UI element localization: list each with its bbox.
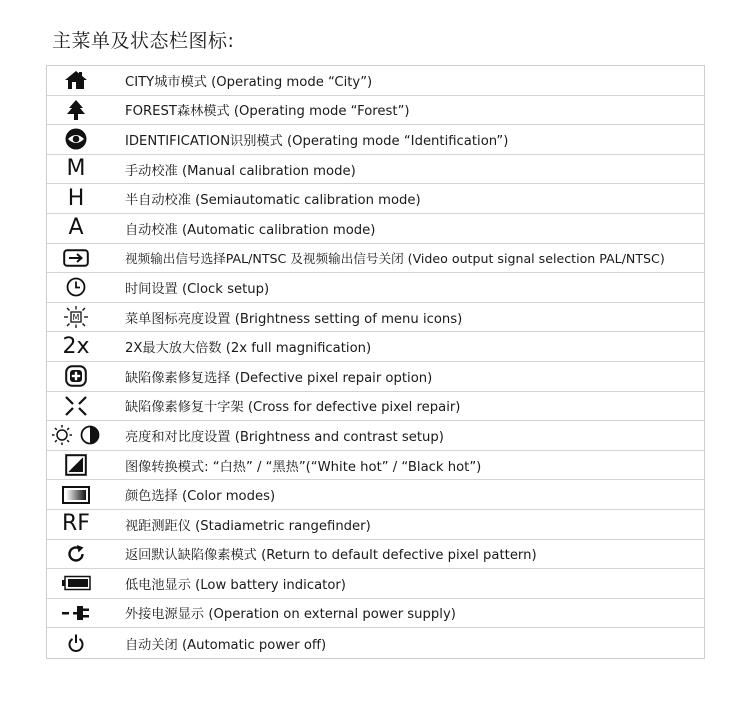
row-description: 外接电源显示 (Operation on external power supply) (125, 607, 456, 623)
row-description: 菜单图标亮度设置 (Brightness setting of menu icons) (125, 311, 463, 327)
table-row (47, 244, 704, 274)
page-title: 主菜单及状态栏图标: (52, 30, 235, 52)
row-description: 2X最大放大倍数 (2x full magnification) (125, 341, 372, 357)
eye-icon (47, 125, 105, 154)
table-row (47, 125, 704, 155)
zoom-2x-icon (47, 332, 105, 361)
row-description: 时间设置 (Clock setup) (125, 281, 270, 297)
brightness-contrast-icon (47, 421, 105, 450)
row-description: 颜色选择 (Color modes) (125, 489, 276, 505)
icon-glyph: RF (62, 511, 90, 537)
icon-glyph: 2x (62, 333, 90, 359)
clock-icon (47, 273, 105, 302)
row-description: 图像转换模式: “白热” / “黑热”(“White hot” / “Black hot”) (125, 459, 482, 475)
table-row (47, 303, 704, 333)
table-row (47, 451, 704, 481)
row-description: 视距测距仪 (Stadiametric rangefinder) (125, 518, 371, 534)
table-row (47, 96, 704, 126)
table-row (47, 155, 704, 185)
power-off-icon (47, 628, 105, 658)
icon-table (46, 65, 705, 659)
row-description: 自动校准 (Automatic calibration mode) (125, 222, 376, 238)
row-description: CITY城市模式 (Operating mode “City”) (125, 74, 373, 90)
color-modes-icon (47, 480, 105, 509)
row-description: 视频输出信号选择PAL/NTSC 及视频输出信号关闭 (Video output signal selection PAL/NTSC) (125, 251, 665, 267)
white-black-hot-icon (47, 451, 105, 480)
row-description: 缺陷像素修复选择 (Defective pixel repair option) (125, 370, 433, 386)
svg-text:M: M (72, 313, 80, 323)
row-description: 手动校准 (Manual calibration mode) (125, 163, 356, 179)
table-row (47, 510, 704, 540)
letter-a-icon (47, 214, 105, 243)
menu-brightness-icon (47, 303, 105, 332)
pixel-repair-plus-icon (47, 362, 105, 391)
row-description: 缺陷像素修复十字架 (Cross for defective pixel repair) (125, 400, 461, 416)
letter-m-icon (47, 155, 105, 184)
tree-icon (47, 96, 105, 125)
table-row (47, 392, 704, 422)
table-row (47, 480, 704, 510)
table-row (47, 214, 704, 244)
table-row (47, 569, 704, 599)
table-row (47, 332, 704, 362)
table-row (47, 540, 704, 570)
table-row (47, 421, 704, 451)
row-description: 自动关闭 (Automatic power off) (125, 637, 327, 653)
cross-icon (47, 392, 105, 421)
icon-glyph: H (67, 185, 85, 211)
row-description: 返回默认缺陷像素模式 (Return to default defective pixel pattern) (125, 548, 537, 564)
table-row (47, 184, 704, 214)
table-row (47, 66, 704, 96)
table-row (47, 362, 704, 392)
table-row (47, 628, 704, 658)
table-row (47, 599, 704, 629)
row-description: IDENTIFICATION识别模式 (Operating mode “Identification”) (125, 133, 509, 149)
icon-glyph: M (66, 156, 86, 182)
table-row (47, 273, 704, 303)
icon-glyph: A (68, 215, 84, 241)
letter-h-icon (47, 184, 105, 213)
video-output-icon (47, 244, 105, 273)
row-description: 半自动校准 (Semiautomatic calibration mode) (125, 193, 421, 209)
low-battery-icon (47, 569, 105, 598)
return-default-icon (47, 540, 105, 569)
external-power-icon (47, 599, 105, 628)
home-icon (47, 66, 105, 95)
row-description: FOREST森林模式 (Operating mode “Forest”) (125, 104, 410, 120)
row-description: 亮度和对比度设置 (Brightness and contrast setup) (125, 429, 444, 445)
letters-rf-icon (47, 510, 105, 539)
row-description: 低电池显示 (Low battery indicator) (125, 577, 346, 593)
